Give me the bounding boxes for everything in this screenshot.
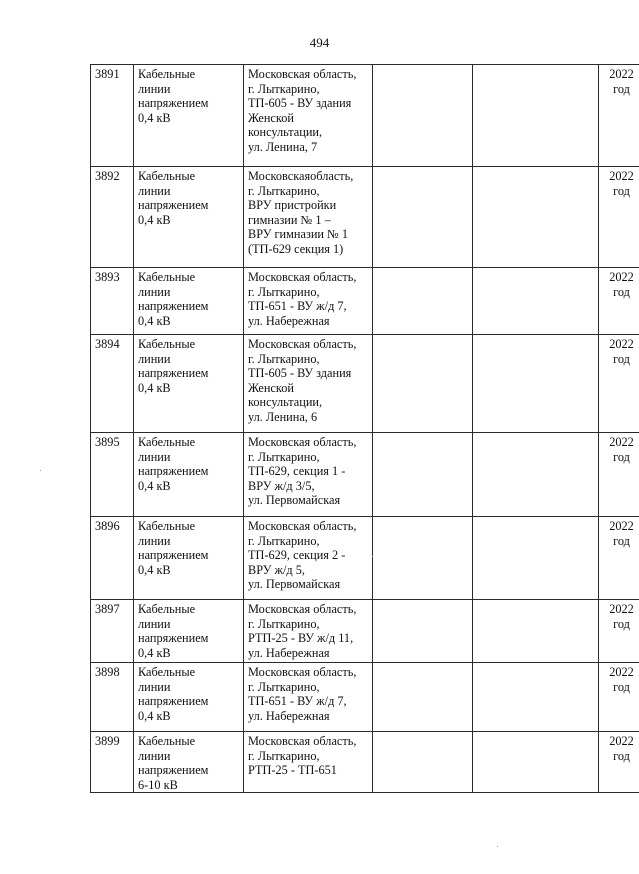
table-row: [91, 433, 639, 517]
object-name-cell: Кабельные линии напряжением 0,4 кВ: [134, 663, 244, 732]
object-name-cell: Кабельные линии напряжением 0,4 кВ: [134, 65, 244, 167]
address-cell: Московская область, г. Лыткарино, ТП-629, секция 1 - ВРУ ж/д 3/5, ул. Первомайская: [244, 433, 373, 517]
empty-cell: [373, 663, 473, 732]
empty-cell: [473, 600, 599, 663]
empty-cell: [473, 167, 599, 268]
address-cell: Московская область, г. Лыткарино, ТП-605 - ВУ здания Женской консультации, ул. Ленина, 6: [244, 335, 373, 433]
page-number: 494: [309, 35, 330, 50]
empty-cell: [373, 335, 473, 433]
year-cell: 2022 год: [599, 517, 639, 600]
row-number-cell: 3893: [91, 268, 134, 335]
row-number-cell: 3892: [91, 167, 134, 268]
address-cell: Московская область, г. Лыткарино, ТП-629, секция 2 - ВРУ ж/д 5, ул. Первомайская: [244, 517, 373, 600]
object-name-cell: Кабельные линии напряжением 6-10 кВ: [134, 732, 244, 793]
table-row: [91, 732, 639, 793]
empty-cell: [373, 167, 473, 268]
year-cell: 2022 год: [599, 335, 639, 433]
object-name-cell: Кабельные линии напряжением 0,4 кВ: [134, 600, 244, 663]
object-name-cell: Кабельные линии напряжением 0,4 кВ: [134, 517, 244, 600]
row-number-cell: 3891: [91, 65, 134, 167]
table-row: [91, 65, 639, 167]
object-name-cell: Кабельные линии напряжением 0,4 кВ: [134, 167, 244, 268]
empty-cell: [473, 65, 599, 167]
row-number-cell: 3897: [91, 600, 134, 663]
empty-cell: [373, 732, 473, 793]
scan-speck: [372, 556, 373, 557]
year-cell: 2022 год: [599, 663, 639, 732]
year-cell: 2022 год: [599, 600, 639, 663]
empty-cell: [473, 663, 599, 732]
year-cell: 2022 год: [599, 433, 639, 517]
empty-cell: [373, 433, 473, 517]
address-cell: Московская область, г. Лыткарино, ТП-651 - ВУ ж/д 7, ул. Набережная: [244, 268, 373, 335]
year-cell: 2022 год: [599, 732, 639, 793]
address-cell: Московская область, г. Лыткарино, РТП-25 - ВУ ж/д 11, ул. Набережная: [244, 600, 373, 663]
empty-cell: [373, 517, 473, 600]
object-name-cell: Кабельные линии напряжением 0,4 кВ: [134, 268, 244, 335]
row-number-cell: 3895: [91, 433, 134, 517]
address-cell: Московскаяобласть, г. Лыткарино, ВРУ пристройки гимназии № 1 – ВРУ гимназии № 1 (ТП-629 секция 1): [244, 167, 373, 268]
empty-cell: [373, 268, 473, 335]
year-cell: 2022 год: [599, 268, 639, 335]
scan-speck: [497, 846, 498, 847]
table-row: [91, 335, 639, 433]
address-cell: Московская область, г. Лыткарино, ТП-605 - ВУ здания Женской консультации, ул. Ленина, 7: [244, 65, 373, 167]
empty-cell: [473, 732, 599, 793]
table-row: [91, 517, 639, 600]
empty-cell: [473, 433, 599, 517]
table-row: [91, 663, 639, 732]
row-number-cell: 3894: [91, 335, 134, 433]
empty-cell: [473, 268, 599, 335]
row-number-cell: 3896: [91, 517, 134, 600]
row-number-cell: 3899: [91, 732, 134, 793]
scan-speck: [40, 470, 41, 471]
row-number-cell: 3898: [91, 663, 134, 732]
table-row: [91, 600, 639, 663]
address-cell: Московская область, г. Лыткарино, РТП-25 - ТП-651: [244, 732, 373, 793]
empty-cell: [473, 517, 599, 600]
year-cell: 2022 год: [599, 65, 639, 167]
empty-cell: [473, 335, 599, 433]
object-name-cell: Кабельные линии напряжением 0,4 кВ: [134, 335, 244, 433]
registry-table: [90, 64, 639, 793]
table-row: [91, 268, 639, 335]
year-cell: 2022 год: [599, 167, 639, 268]
object-name-cell: Кабельные линии напряжением 0,4 кВ: [134, 433, 244, 517]
empty-cell: [373, 65, 473, 167]
address-cell: Московская область, г. Лыткарино, ТП-651 - ВУ ж/д 7, ул. Набережная: [244, 663, 373, 732]
table-row: [91, 167, 639, 268]
empty-cell: [373, 600, 473, 663]
